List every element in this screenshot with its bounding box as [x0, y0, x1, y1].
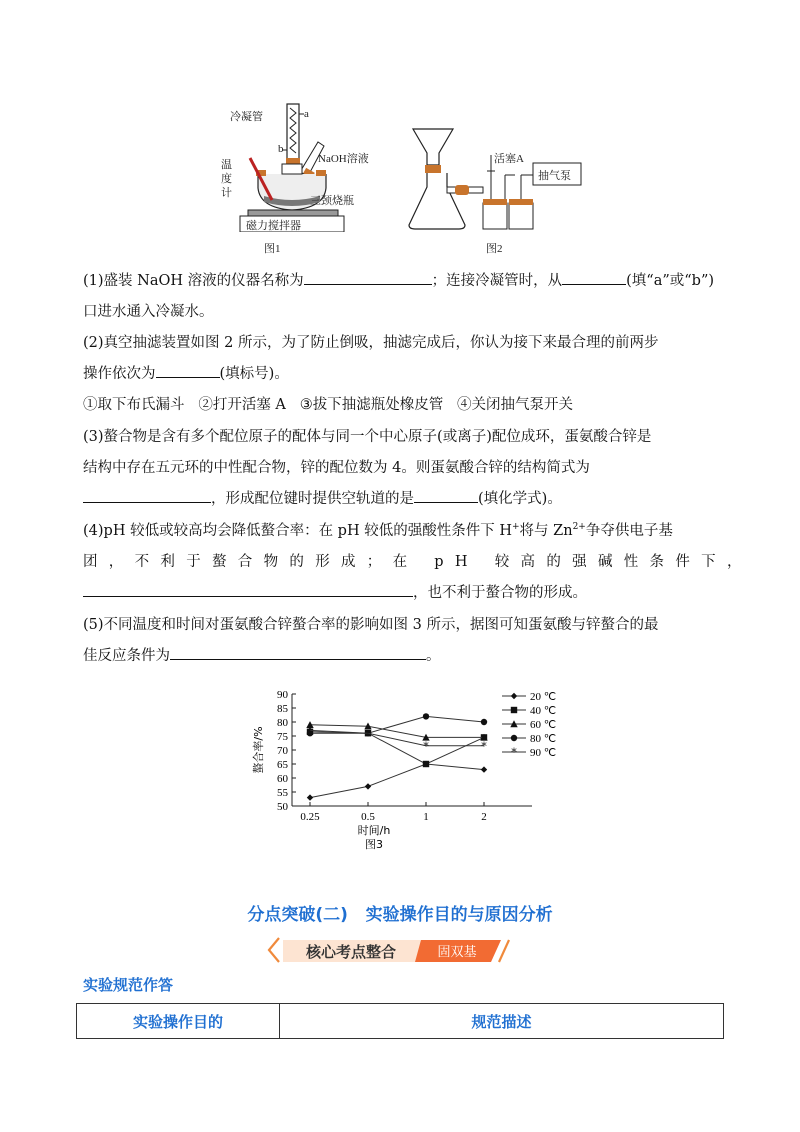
fig1-caption: 图1 [264, 243, 281, 255]
fig2-label-pump: 抽气泵 [538, 170, 571, 182]
subheading: 实验规范作答 [83, 976, 174, 994]
q1-blank-2[interactable] [562, 268, 626, 285]
q4-line1-part3: 争夺供电子基 [585, 523, 673, 539]
series-line [310, 725, 484, 741]
legend-marker [511, 693, 517, 699]
q4-sup-h: + [511, 522, 520, 533]
q2-options: ①取下布氏漏斗 ②打开活塞 A ③拔下抽滤瓶处橡皮管 ④关闭抽气泵开关 [83, 397, 574, 413]
table-header-row [77, 1004, 724, 1039]
legend-label: 20 ℃ [530, 691, 557, 703]
data-point [481, 766, 487, 772]
banner-tag-text: 固双基 [437, 945, 477, 960]
legend-label: 90 ℃ [530, 747, 557, 759]
q2-line2-part2: (填标号)。 [219, 366, 289, 382]
fig1-label-b: b [278, 143, 284, 155]
x-axis-label: 时间/h [357, 824, 391, 837]
table-header-purpose: 实验操作目的 [77, 1004, 280, 1039]
x-tick-label: 2 [481, 811, 487, 823]
q4-line2: 团，不利于螯合物的形成；在 pH 较高的强碱性条件下， [83, 554, 753, 570]
y-tick-label: 60 [277, 773, 288, 785]
q3-line3-part2: (填化学式)。 [478, 491, 562, 507]
fig1-label-flask: 三颈烧瓶 [310, 195, 354, 207]
chart-caption: 图3 [365, 838, 383, 851]
figure-3-chart [240, 684, 580, 856]
q5-line2-part1: 佳反应条件为 [83, 648, 170, 664]
q5-line1: (5)不同温度和时间对蛋氨酸合锌螯合率的影响如图 3 所示，据图可知蛋氨酸与锌螯合的最 [83, 617, 659, 633]
y-tick-label: 55 [277, 787, 288, 799]
fig1-label-stirrer: 磁力搅拌器 [246, 220, 301, 232]
q4-blank[interactable] [83, 580, 413, 597]
y-tick-label: 75 [277, 731, 288, 743]
fig1-label-a: a [304, 108, 309, 120]
banner-main-text: 核心考点整合 [305, 943, 397, 961]
series-line [310, 716, 484, 733]
x-tick-label: 0.5 [361, 811, 375, 823]
q3-line1: (3)螯合物是含有多个配位原子的配体与同一个中心原子(或离子)配位成环，蛋氨酸合锌是 [83, 429, 652, 445]
table-header-description: 规范描述 [280, 1004, 724, 1039]
fig1-label-thermometer-3: 计 [221, 187, 232, 199]
section-title: 分点突破(二) 实验操作目的与原因分析 [247, 905, 553, 925]
q3-blank-1[interactable] [83, 486, 211, 503]
data-point [423, 761, 429, 767]
q4-line1-part1: (4)pH 较低或较高均会降低螯合率：在 pH 较低的强酸性条件下 H [83, 523, 512, 539]
fig2-label-valve: 活塞A [494, 153, 524, 165]
legend-label: 60 ℃ [530, 719, 557, 731]
fig2-caption: 图2 [486, 243, 503, 255]
y-axis-label: 螯合率/% [252, 726, 265, 774]
question-1 [83, 266, 723, 328]
fig1-label-condenser: 冷凝管 [230, 111, 263, 123]
question-4 [83, 516, 753, 609]
q2-blank[interactable] [156, 361, 220, 378]
legend-marker: * [511, 746, 517, 759]
spec-table [76, 1003, 724, 1039]
q1-line1-part1: (1)盛装 NaOH 溶液的仪器名称为 [83, 273, 304, 289]
question-2 [83, 328, 723, 421]
question-5 [83, 610, 723, 672]
series-line [310, 764, 484, 798]
q1-blank-1[interactable] [304, 268, 432, 285]
y-tick-label: 85 [277, 703, 288, 715]
fig1-label-naoh: NaOH溶液 [318, 153, 369, 165]
q2-line2-part1: 操作依次为 [83, 366, 156, 382]
q4-sup-zn: 2+ [572, 522, 586, 533]
legend-label: 80 ℃ [530, 733, 557, 745]
fig1-label-thermometer-1: 温 [221, 159, 232, 171]
x-tick-label: 0.25 [300, 811, 320, 823]
data-point: * [307, 724, 313, 738]
x-tick-label: 1 [423, 811, 429, 823]
y-tick-label: 90 [277, 689, 288, 701]
data-point: * [481, 739, 487, 753]
section-banner [265, 934, 535, 966]
y-tick-label: 50 [277, 801, 288, 813]
q1-line2: 口进水通入冷凝水。 [83, 304, 214, 320]
q3-blank-2[interactable] [414, 486, 478, 503]
q5-line2-part2: 。 [426, 648, 441, 664]
fig1-label-thermometer-2: 度 [221, 173, 232, 185]
q3-line3-part1: ，形成配位键时提供空轨道的是 [211, 491, 414, 507]
y-tick-label: 70 [277, 745, 288, 757]
q3-line2: 结构中存在五元环的中性配合物，锌的配位数为 4。则蛋氨酸合锌的结构简式为 [83, 460, 590, 476]
q4-line1-part2: 将与 Zn [519, 523, 573, 539]
q5-blank[interactable] [170, 643, 426, 660]
data-point: * [365, 727, 371, 741]
legend-label: 40 ℃ [530, 705, 557, 717]
y-tick-label: 65 [277, 759, 288, 771]
legend-marker [511, 707, 517, 713]
q1-line1-part3: (填“a”或“b”) [626, 273, 715, 289]
data-point [307, 794, 313, 800]
series-line [310, 732, 484, 764]
data-point: * [423, 739, 429, 753]
question-3 [83, 422, 723, 515]
data-point [423, 713, 429, 719]
q1-line1-part2: ；连接冷凝管时，从 [431, 273, 563, 289]
y-tick-label: 80 [277, 717, 288, 729]
legend-marker [511, 735, 517, 741]
data-point [481, 719, 487, 725]
q4-line3: ，也不利于螯合物的形成。 [413, 585, 587, 601]
data-point [365, 783, 371, 789]
q2-line1: (2)真空抽滤装置如图 2 所示，为了防止倒吸，抽滤完成后，你认为接下来最合理的前两步 [83, 335, 659, 351]
